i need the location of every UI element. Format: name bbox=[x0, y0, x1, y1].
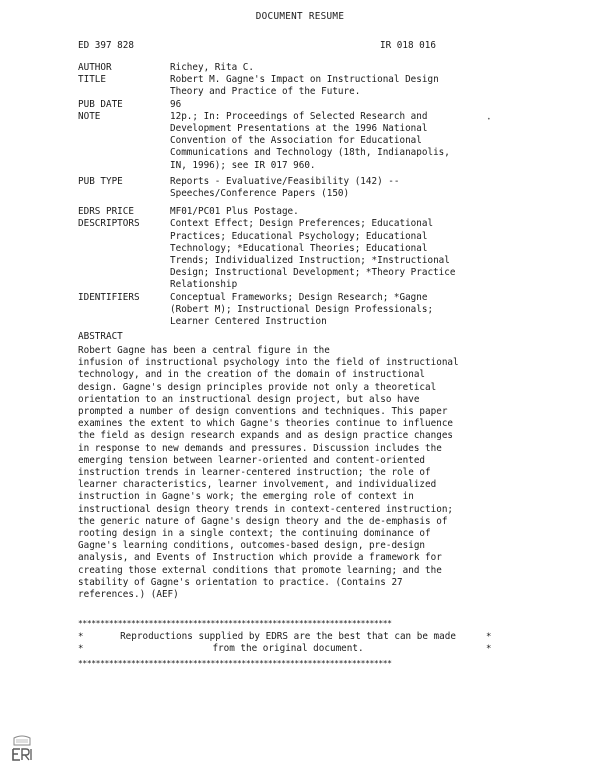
abstract-text: Robert Gagne has been a central figure in the infusion of instructional psychology into the field of instructional technology, and in the creation of the domain of instructional design. Gagne's design principles provide not only a theoretical orientation to an instructional design project, but also have prompted a number of design conventions and techniques. This paper examines the extent to which Gagne's theories continue to influence the field as design research expands and as design practice changes in response to new demands and pressures. Discussion includes the emerging tension between learner-oriented and content-oriented instruction trends in learner-centered instruction; the role of learner characteristics, learner involvement, and individualized instruction in Gagne's work; the emerging role of context in instructional design theory trends in context-centered instruction; the generic nature of Gagne's design theory and the de-emphasis of rooting design in a single context; the continuing dominance of Gagne's learning conditions, outcomes-based design, pre-design analysis, and Events of Instruction which provide a framework for creating those external conditions that promote learning; and the stability of Gagne's orientation to practice. (Contains 27 references.) (AEF) bbox=[78, 345, 459, 601]
field-value: MF01/PC01 Plus Postage. bbox=[170, 206, 299, 218]
field-label: DESCRIPTORS bbox=[78, 218, 140, 230]
abstract-label: ABSTRACT bbox=[78, 331, 123, 342]
field-value: Richey, Rita C. bbox=[170, 62, 254, 73]
star-mark: * bbox=[486, 632, 492, 642]
star-mark: * bbox=[78, 632, 84, 642]
field-label: IDENTIFIERS bbox=[78, 291, 140, 303]
metadata-fields bbox=[78, 62, 498, 328]
field-title bbox=[78, 74, 498, 98]
field-value: Robert M. Gagne's Impact on Instructional Design Theory and Practice of the Future. bbox=[170, 74, 439, 98]
field-value: 12p.; In: Proceedings of Selected Research and Development Presentations at the 1996 National Convention of the Association for Educational Communications and Technology (18th, Indianapolis, IN, 1996); see IR 017 960. bbox=[170, 110, 450, 171]
field-value: Context Effect; Design Preferences; Educational Practices; Educational Psychology; Educational Technology; *Educational Theories; Educational Trends; Individualized Instruction; *Instructional Design; Instructional Development; *Theory Practice Relationship bbox=[170, 218, 456, 291]
ir-number: IR 018 016 bbox=[380, 40, 436, 51]
reproduction-note: Reproductions supplied by EDRS are the best that can be made from the original document. bbox=[120, 631, 456, 655]
field-pub-type bbox=[78, 176, 498, 200]
field-identifiers bbox=[78, 292, 498, 329]
field-value: Conceptual Frameworks; Design Research; *Gagne (Robert M); Instructional Design Professionals; Learner Centered Instruction bbox=[170, 291, 434, 328]
star-mark: * bbox=[78, 644, 84, 654]
field-label: TITLE bbox=[78, 74, 106, 86]
field-edrs-price bbox=[78, 206, 498, 218]
eric-logo-icon bbox=[10, 733, 34, 765]
field-value: Reports - Evaluative/Feasibility (142) -- Speeches/Conference Papers (150) bbox=[170, 175, 400, 200]
star-rule-bottom: *********************************************************************** bbox=[78, 659, 392, 668]
document-heading: DOCUMENT RESUME bbox=[255, 11, 345, 22]
star-mark: * bbox=[486, 644, 492, 654]
field-note bbox=[78, 111, 498, 172]
field-value: 96 bbox=[170, 98, 182, 110]
field-author bbox=[78, 62, 498, 74]
field-label: PUB TYPE bbox=[78, 175, 123, 187]
ed-number: ED 397 828 bbox=[78, 40, 134, 51]
field-label: EDRS PRICE bbox=[78, 206, 134, 218]
field-label: NOTE bbox=[78, 110, 101, 122]
field-label: PUB DATE bbox=[78, 98, 123, 110]
star-rule-top: *********************************************************************** bbox=[78, 619, 392, 628]
field-descriptors bbox=[78, 218, 498, 291]
field-pub-date bbox=[78, 99, 498, 111]
scan-speck: • bbox=[487, 116, 491, 123]
field-label: AUTHOR bbox=[78, 62, 112, 73]
